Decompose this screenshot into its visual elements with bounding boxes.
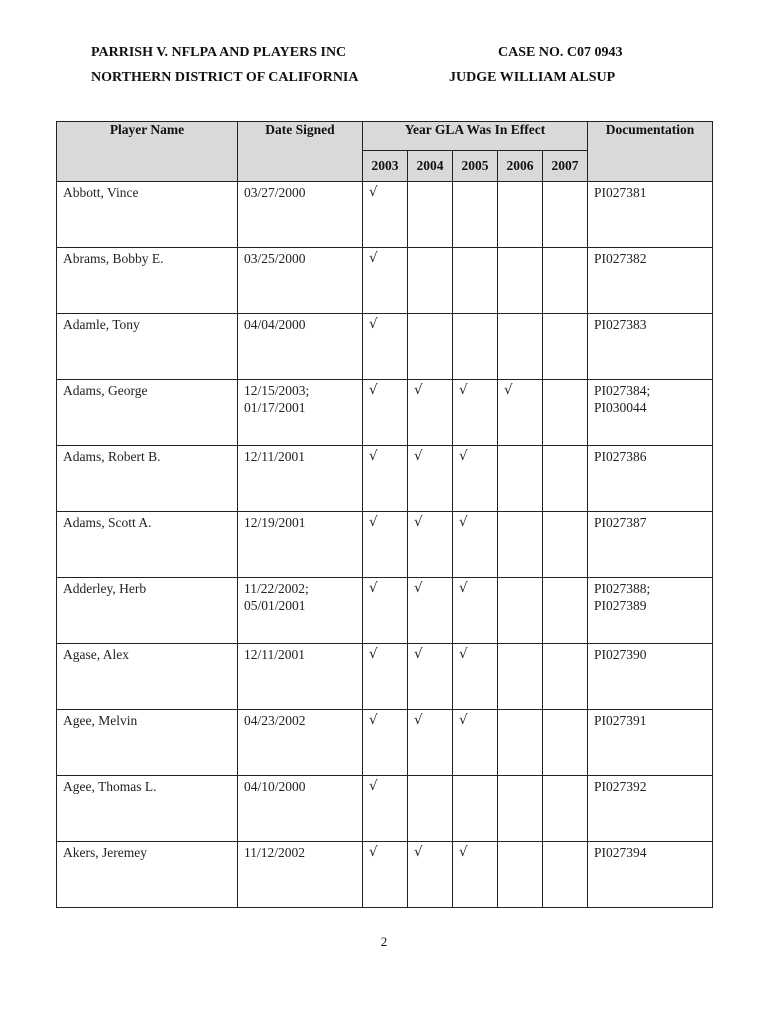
year-check-cell: √ [363, 248, 408, 314]
year-check-cell [498, 446, 543, 512]
player-name-cell: Adams, Scott A. [57, 512, 238, 578]
year-check-cell [498, 578, 543, 644]
year-check-cell: √ [453, 512, 498, 578]
year-check-cell: √ [363, 578, 408, 644]
year-check-cell: √ [408, 644, 453, 710]
year-check-cell [543, 776, 588, 842]
documentation-cell: PI027387 [588, 512, 713, 578]
player-name-cell: Agase, Alex [57, 644, 238, 710]
documentation-cell: PI027386 [588, 446, 713, 512]
date-signed-cell: 12/15/2003; 01/17/2001 [238, 380, 363, 446]
year-check-cell: √ [363, 182, 408, 248]
year-check-cell [453, 248, 498, 314]
year-check-cell: √ [498, 380, 543, 446]
player-name-cell: Adams, George [57, 380, 238, 446]
table-row [57, 380, 713, 446]
player-name-cell: Adams, Robert B. [57, 446, 238, 512]
header-year: 2006 [498, 151, 543, 182]
year-check-cell [453, 776, 498, 842]
date-signed-cell: 12/11/2001 [238, 446, 363, 512]
table-row [57, 314, 713, 380]
gla-players-table [56, 121, 713, 908]
table-row [57, 182, 713, 248]
year-check-cell [453, 182, 498, 248]
year-check-cell [543, 182, 588, 248]
date-signed-cell: 04/23/2002 [238, 710, 363, 776]
year-check-cell: √ [453, 578, 498, 644]
year-check-cell: √ [453, 644, 498, 710]
year-check-cell: √ [453, 446, 498, 512]
year-check-cell [543, 446, 588, 512]
year-check-cell: √ [408, 512, 453, 578]
year-check-cell: √ [363, 380, 408, 446]
documentation-cell: PI027381 [588, 182, 713, 248]
year-check-cell [498, 644, 543, 710]
case-caption-parties: PARRISH V. NFLPA AND PLAYERS INC [91, 45, 347, 60]
year-check-cell [543, 314, 588, 380]
year-check-cell: √ [408, 842, 453, 908]
header-year: 2007 [543, 151, 588, 182]
year-check-cell [498, 512, 543, 578]
documentation-cell: PI027388; PI027389 [588, 578, 713, 644]
player-name-cell: Agee, Melvin [57, 710, 238, 776]
year-check-cell: √ [453, 710, 498, 776]
header-year-gla-group: Year GLA Was In Effect [363, 122, 588, 151]
date-signed-cell: 12/19/2001 [238, 512, 363, 578]
documentation-cell: PI027384; PI030044 [588, 380, 713, 446]
table-row [57, 710, 713, 776]
year-check-cell [543, 380, 588, 446]
table-row [57, 446, 713, 512]
year-check-cell [408, 182, 453, 248]
year-check-cell [543, 512, 588, 578]
page-number: 2 [380, 934, 388, 949]
judge-name: JUDGE WILLIAM ALSUP [449, 70, 616, 85]
player-name-cell: Agee, Thomas L. [57, 776, 238, 842]
year-check-cell [543, 248, 588, 314]
year-check-cell [408, 776, 453, 842]
header-date-signed: Date Signed [238, 122, 363, 182]
year-check-cell [498, 182, 543, 248]
date-signed-cell: 11/12/2002 [238, 842, 363, 908]
year-check-cell: √ [408, 710, 453, 776]
year-check-cell [498, 248, 543, 314]
table-row [57, 578, 713, 644]
table-row [57, 644, 713, 710]
table-row [57, 512, 713, 578]
case-number: CASE NO. C07 0943 [498, 45, 623, 60]
documentation-cell: PI027392 [588, 776, 713, 842]
year-check-cell [453, 314, 498, 380]
documentation-cell: PI027383 [588, 314, 713, 380]
year-check-cell: √ [408, 380, 453, 446]
date-signed-cell: 11/22/2002; 05/01/2001 [238, 578, 363, 644]
header-documentation: Documentation [588, 122, 713, 182]
player-name-cell: Abrams, Bobby E. [57, 248, 238, 314]
year-check-cell [408, 248, 453, 314]
year-check-cell: √ [363, 446, 408, 512]
player-name-cell: Adderley, Herb [57, 578, 238, 644]
player-name-cell: Adamle, Tony [57, 314, 238, 380]
case-caption-court: NORTHERN DISTRICT OF CALIFORNIA [91, 70, 359, 85]
date-signed-cell: 04/10/2000 [238, 776, 363, 842]
table-row [57, 248, 713, 314]
year-check-cell: √ [408, 446, 453, 512]
year-check-cell [498, 776, 543, 842]
year-check-cell [498, 842, 543, 908]
year-check-cell: √ [363, 710, 408, 776]
table-row [57, 776, 713, 842]
date-signed-cell: 12/11/2001 [238, 644, 363, 710]
documentation-cell: PI027391 [588, 710, 713, 776]
header-player-name: Player Name [57, 122, 238, 182]
year-check-cell [543, 578, 588, 644]
year-check-cell: √ [363, 644, 408, 710]
year-check-cell [408, 314, 453, 380]
year-check-cell: √ [408, 578, 453, 644]
year-check-cell: √ [453, 380, 498, 446]
documentation-cell: PI027394 [588, 842, 713, 908]
date-signed-cell: 03/27/2000 [238, 182, 363, 248]
documentation-cell: PI027382 [588, 248, 713, 314]
year-check-cell: √ [363, 314, 408, 380]
year-check-cell: √ [363, 842, 408, 908]
year-check-cell [543, 842, 588, 908]
header-year: 2003 [363, 151, 408, 182]
table-row [57, 842, 713, 908]
date-signed-cell: 03/25/2000 [238, 248, 363, 314]
year-check-cell: √ [363, 776, 408, 842]
year-check-cell [543, 710, 588, 776]
header-year: 2005 [453, 151, 498, 182]
year-check-cell [498, 710, 543, 776]
player-name-cell: Abbott, Vince [57, 182, 238, 248]
year-check-cell: √ [453, 842, 498, 908]
year-check-cell [543, 644, 588, 710]
player-name-cell: Akers, Jeremey [57, 842, 238, 908]
year-check-cell [498, 314, 543, 380]
documentation-cell: PI027390 [588, 644, 713, 710]
year-check-cell: √ [363, 512, 408, 578]
header-year: 2004 [408, 151, 453, 182]
date-signed-cell: 04/04/2000 [238, 314, 363, 380]
